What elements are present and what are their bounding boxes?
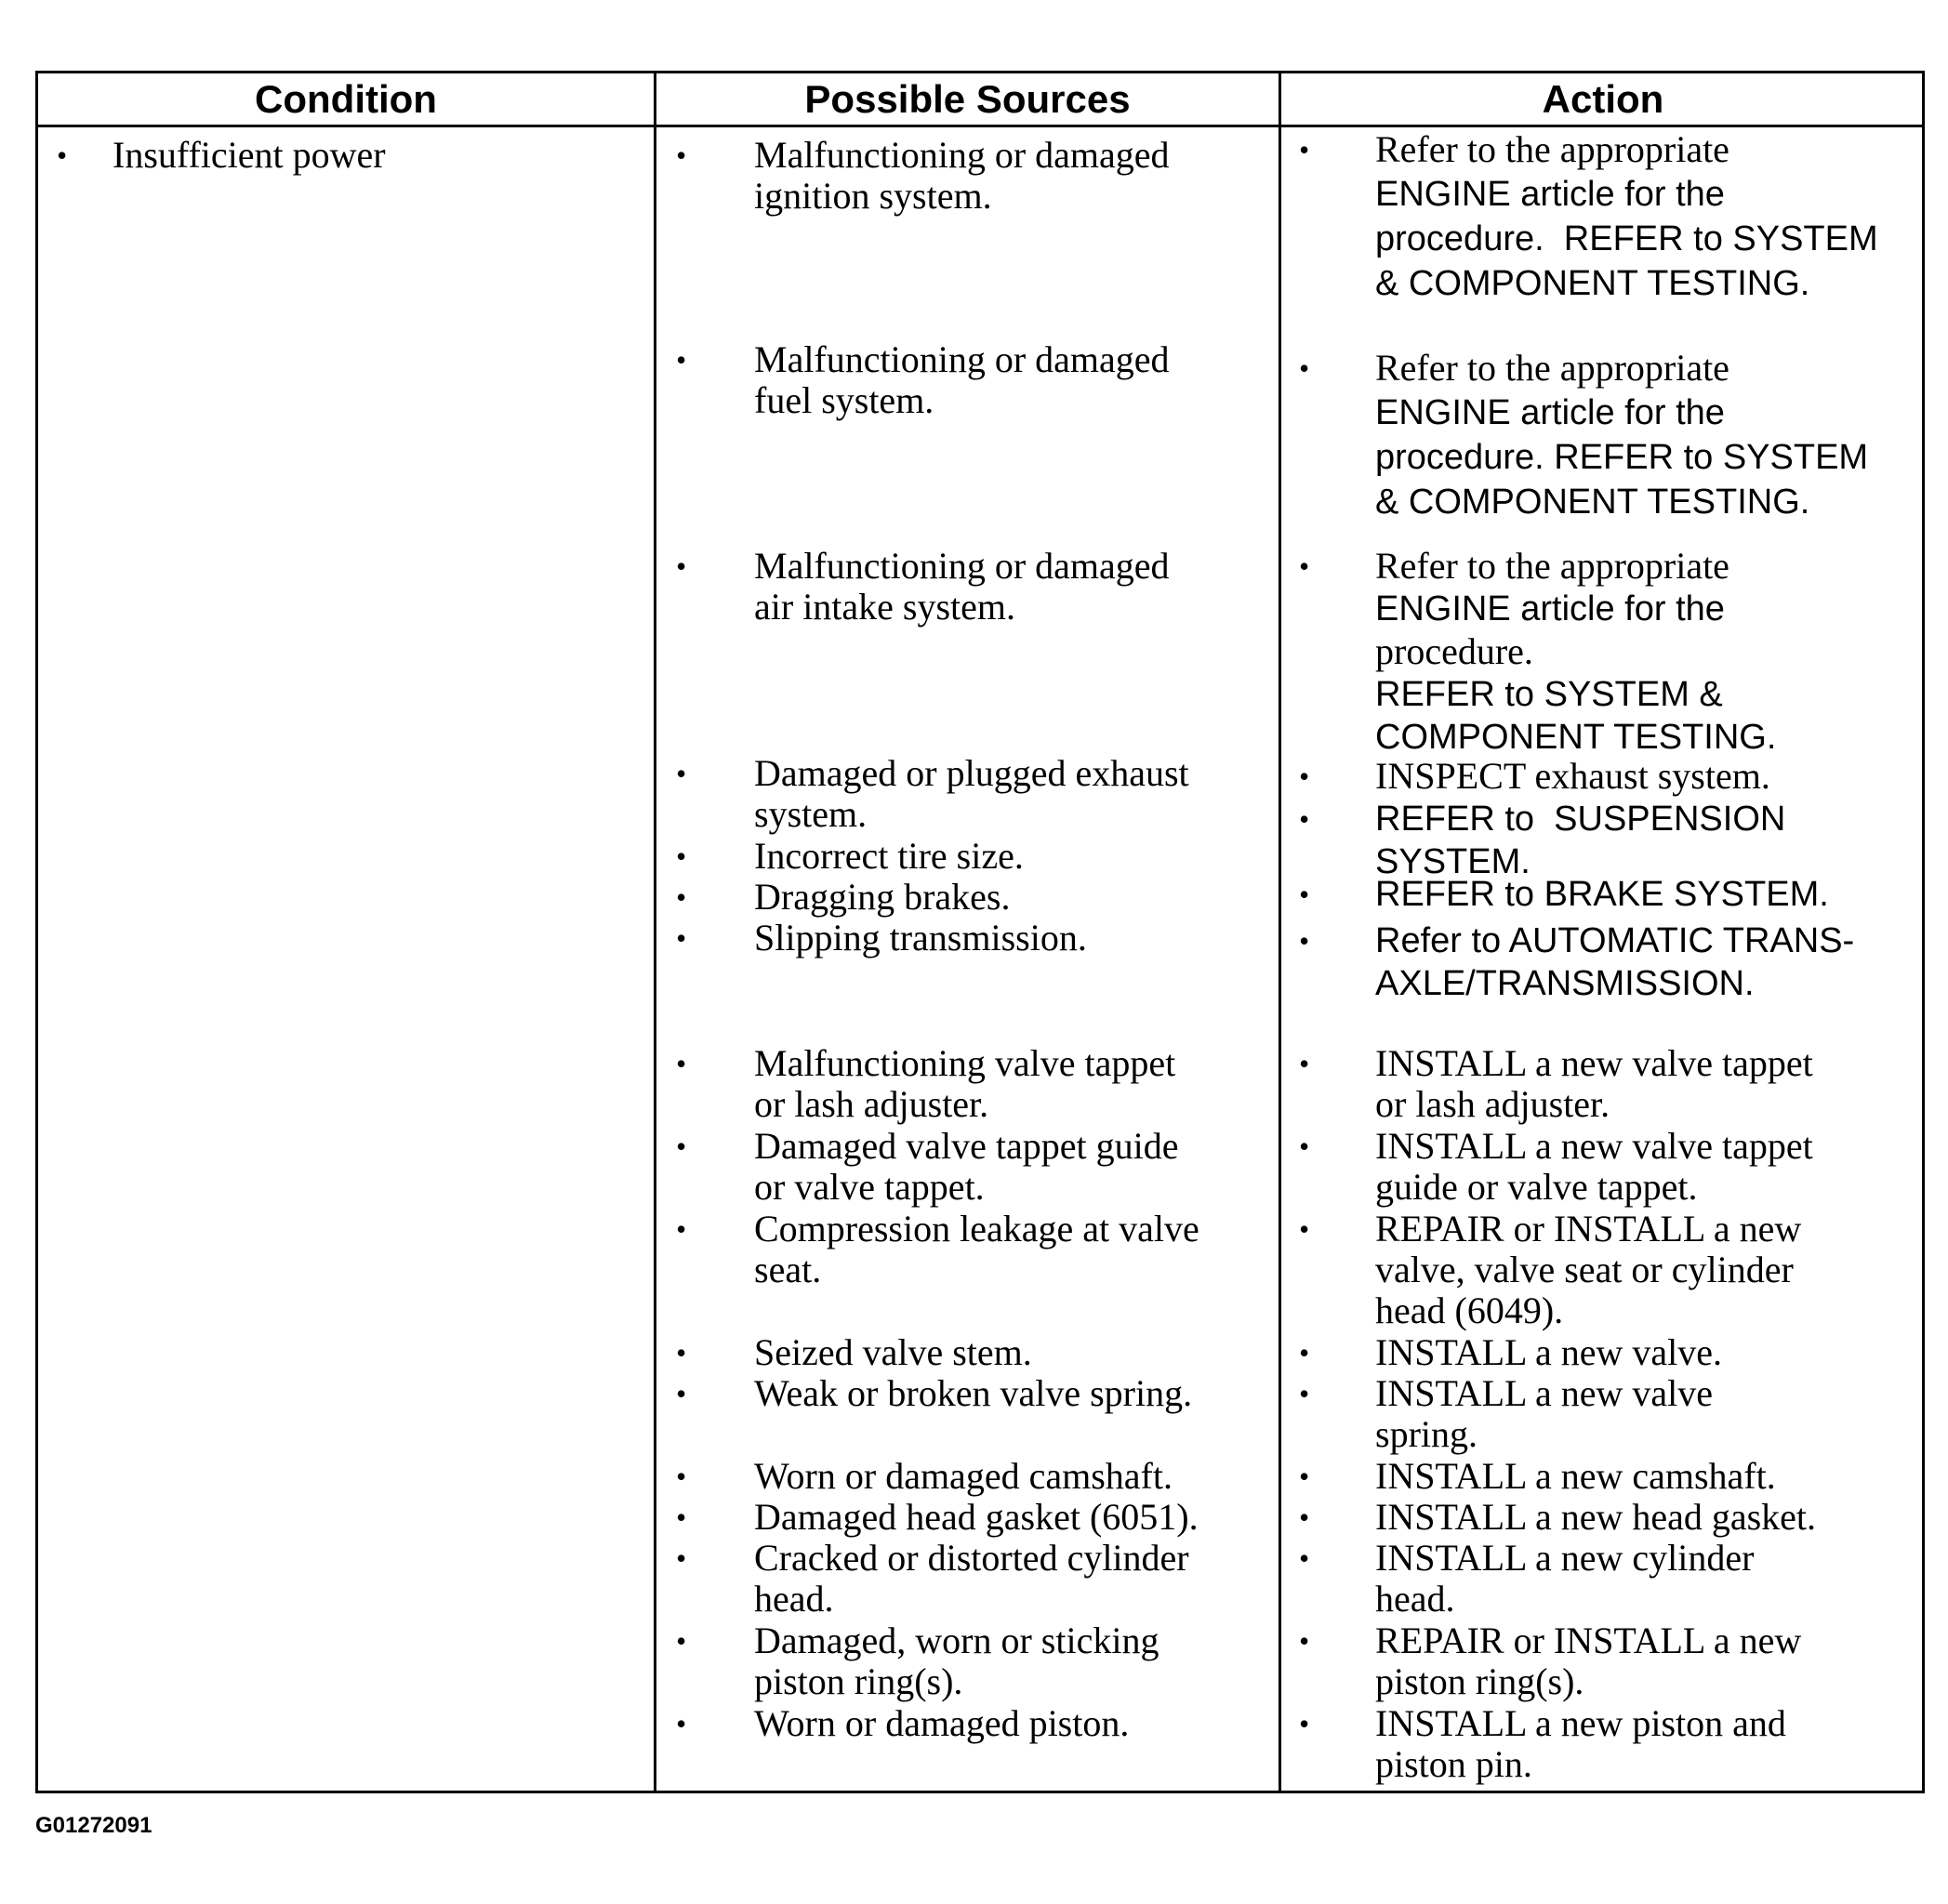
action-text-line: guide or valve tappet.	[1375, 1166, 1698, 1208]
action-text-line: ENGINE article for the	[1375, 393, 1725, 432]
troubleshooting-table	[35, 71, 1925, 1793]
action-text-line: SYSTEM.	[1375, 842, 1531, 881]
bullet-icon: •	[1299, 1212, 1310, 1246]
action-text-line: REFER to SYSTEM &	[1375, 675, 1723, 714]
bullet-icon: •	[1299, 1460, 1310, 1493]
figure-id: G01272091	[35, 1813, 152, 1838]
header-action: Action	[1542, 76, 1664, 121]
source-text-line: Compression leakage at valve	[754, 1208, 1199, 1250]
action-text-line: piston ring(s).	[1375, 1660, 1584, 1702]
source-text-line: fuel system.	[754, 379, 934, 421]
source-text-line: Slipping transmission.	[754, 917, 1087, 959]
action-text-line: Refer to the appropriate	[1375, 128, 1729, 170]
action-text-line: INSTALL a new valve	[1375, 1372, 1713, 1414]
source-text-line: Malfunctioning valve tappet	[754, 1042, 1176, 1084]
action-text-line: INSTALL a new head gasket.	[1375, 1496, 1817, 1538]
bullet-icon: •	[1299, 351, 1310, 385]
bullet-icon: •	[1299, 1501, 1310, 1534]
source-text-line: Incorrect tire size.	[754, 835, 1024, 877]
source-text-line: Damaged head gasket (6051).	[754, 1496, 1199, 1538]
condition-column	[57, 73, 633, 1791]
header-possible-sources: Possible Sources	[804, 76, 1131, 121]
source-text-line: Seized valve stem.	[754, 1331, 1032, 1373]
bullet-icon: •	[1299, 802, 1310, 836]
bullet-icon: •	[1299, 924, 1310, 958]
action-text-line: ENGINE article for the	[1375, 589, 1725, 628]
bullet-icon: •	[1299, 760, 1310, 793]
bullet-icon: •	[1299, 549, 1310, 583]
action-text-line: head (6049).	[1375, 1289, 1564, 1331]
action-text-line: piston pin.	[1375, 1743, 1532, 1785]
actions-column	[1299, 73, 1922, 1791]
bullet-icon: •	[1299, 1624, 1310, 1658]
action-text-line: REFER to BRAKE SYSTEM.	[1375, 875, 1829, 914]
source-text-line: head.	[754, 1578, 834, 1620]
bullet-icon: •	[676, 1336, 687, 1369]
action-text-line: INSTALL a new camshaft.	[1375, 1455, 1776, 1497]
bullet-icon: •	[676, 1460, 687, 1493]
bullet-icon: •	[1299, 1336, 1310, 1369]
action-text-line: procedure. REFER to SYSTEM	[1375, 438, 1869, 477]
action-text-line: INSTALL a new valve tappet	[1375, 1125, 1813, 1167]
source-text-line: Malfunctioning or damaged	[754, 134, 1170, 176]
action-text-line: COMPONENT TESTING.	[1375, 718, 1777, 757]
bullet-icon: •	[676, 1377, 687, 1410]
source-text-line: Worn or damaged piston.	[754, 1702, 1130, 1744]
bullet-icon: •	[1299, 1047, 1310, 1080]
source-text-line: or valve tappet.	[754, 1166, 985, 1208]
action-text-line: or lash adjuster.	[1375, 1083, 1610, 1125]
bullet-icon: •	[676, 921, 687, 955]
bullet-icon: •	[1299, 1541, 1310, 1575]
action-text-line: spring.	[1375, 1413, 1478, 1455]
source-text-line: Damaged, worn or sticking	[754, 1620, 1160, 1661]
source-text-line: Malfunctioning or damaged	[754, 338, 1170, 380]
bullet-icon: •	[1299, 1377, 1310, 1410]
bullet-icon: •	[1299, 1707, 1310, 1740]
action-text-line: procedure.	[1375, 630, 1533, 672]
action-text-line: INSTALL a new valve tappet	[1375, 1042, 1813, 1084]
header-condition: Condition	[255, 76, 437, 121]
action-text-line: ENGINE article for the	[1375, 175, 1725, 214]
column-divider-2	[1279, 73, 1281, 1791]
action-text-line: & COMPONENT TESTING.	[1375, 483, 1810, 522]
action-text-line: INSTALL a new cylinder	[1375, 1537, 1755, 1579]
action-text-line: valve, valve seat or cylinder	[1375, 1249, 1794, 1290]
action-text-line: Refer to the appropriate	[1375, 347, 1729, 389]
action-text-line: Refer to AUTOMATIC TRANS-	[1375, 921, 1855, 960]
source-text-line: Damaged valve tappet guide	[754, 1125, 1179, 1167]
bullet-icon: •	[676, 1541, 687, 1575]
column-divider-1	[654, 73, 656, 1791]
bullet-icon: •	[1299, 133, 1310, 166]
action-text-line: procedure. REFER to SYSTEM	[1375, 219, 1878, 258]
bullet-icon: •	[676, 1130, 687, 1163]
source-text-line: or lash adjuster.	[754, 1083, 989, 1125]
action-text-line: REPAIR or INSTALL a new	[1375, 1208, 1802, 1250]
source-text-line: Malfunctioning or damaged	[754, 545, 1170, 587]
bullet-icon: •	[676, 1212, 687, 1246]
source-text-line: air intake system.	[754, 586, 1016, 628]
source-text-line: Dragging brakes.	[754, 876, 1011, 918]
source-text-line: Cracked or distorted cylinder	[754, 1537, 1189, 1579]
action-text-line: head.	[1375, 1578, 1455, 1620]
action-text-line: REFER to SUSPENSION	[1375, 800, 1786, 839]
bullet-icon: •	[676, 757, 687, 790]
bullet-icon: •	[676, 139, 687, 172]
condition-text: Insufficient power	[113, 134, 386, 176]
action-text-line: Refer to the appropriate	[1375, 545, 1729, 587]
source-text-line: seat.	[754, 1249, 822, 1290]
source-text-line: piston ring(s).	[754, 1660, 963, 1702]
bullet-icon: •	[57, 139, 68, 172]
bullet-icon: •	[1299, 878, 1310, 911]
source-text-line: Worn or damaged camshaft.	[754, 1455, 1173, 1497]
action-text-line: & COMPONENT TESTING.	[1375, 264, 1810, 303]
bullet-icon: •	[676, 1707, 687, 1740]
source-text-line: system.	[754, 793, 868, 835]
bullet-icon: •	[676, 1624, 687, 1658]
action-text-line: AXLE/TRANSMISSION.	[1375, 964, 1755, 1003]
action-text-line: INSTALL a new valve.	[1375, 1331, 1722, 1373]
source-text-line: ignition system.	[754, 175, 992, 217]
source-text-line: Weak or broken valve spring.	[754, 1372, 1193, 1414]
sources-column	[676, 73, 1271, 1791]
bullet-icon: •	[676, 880, 687, 914]
bullet-icon: •	[1299, 1130, 1310, 1163]
source-text-line: Damaged or plugged exhaust	[754, 752, 1189, 794]
bullet-icon: •	[676, 1047, 687, 1080]
bullet-icon: •	[676, 840, 687, 873]
bullet-icon: •	[676, 549, 687, 583]
action-text-line: REPAIR or INSTALL a new	[1375, 1620, 1802, 1661]
bullet-icon: •	[676, 1501, 687, 1534]
action-text-line: INSTALL a new piston and	[1375, 1702, 1786, 1744]
bullet-icon: •	[676, 343, 687, 377]
action-text-line: INSPECT exhaust system.	[1375, 755, 1770, 797]
